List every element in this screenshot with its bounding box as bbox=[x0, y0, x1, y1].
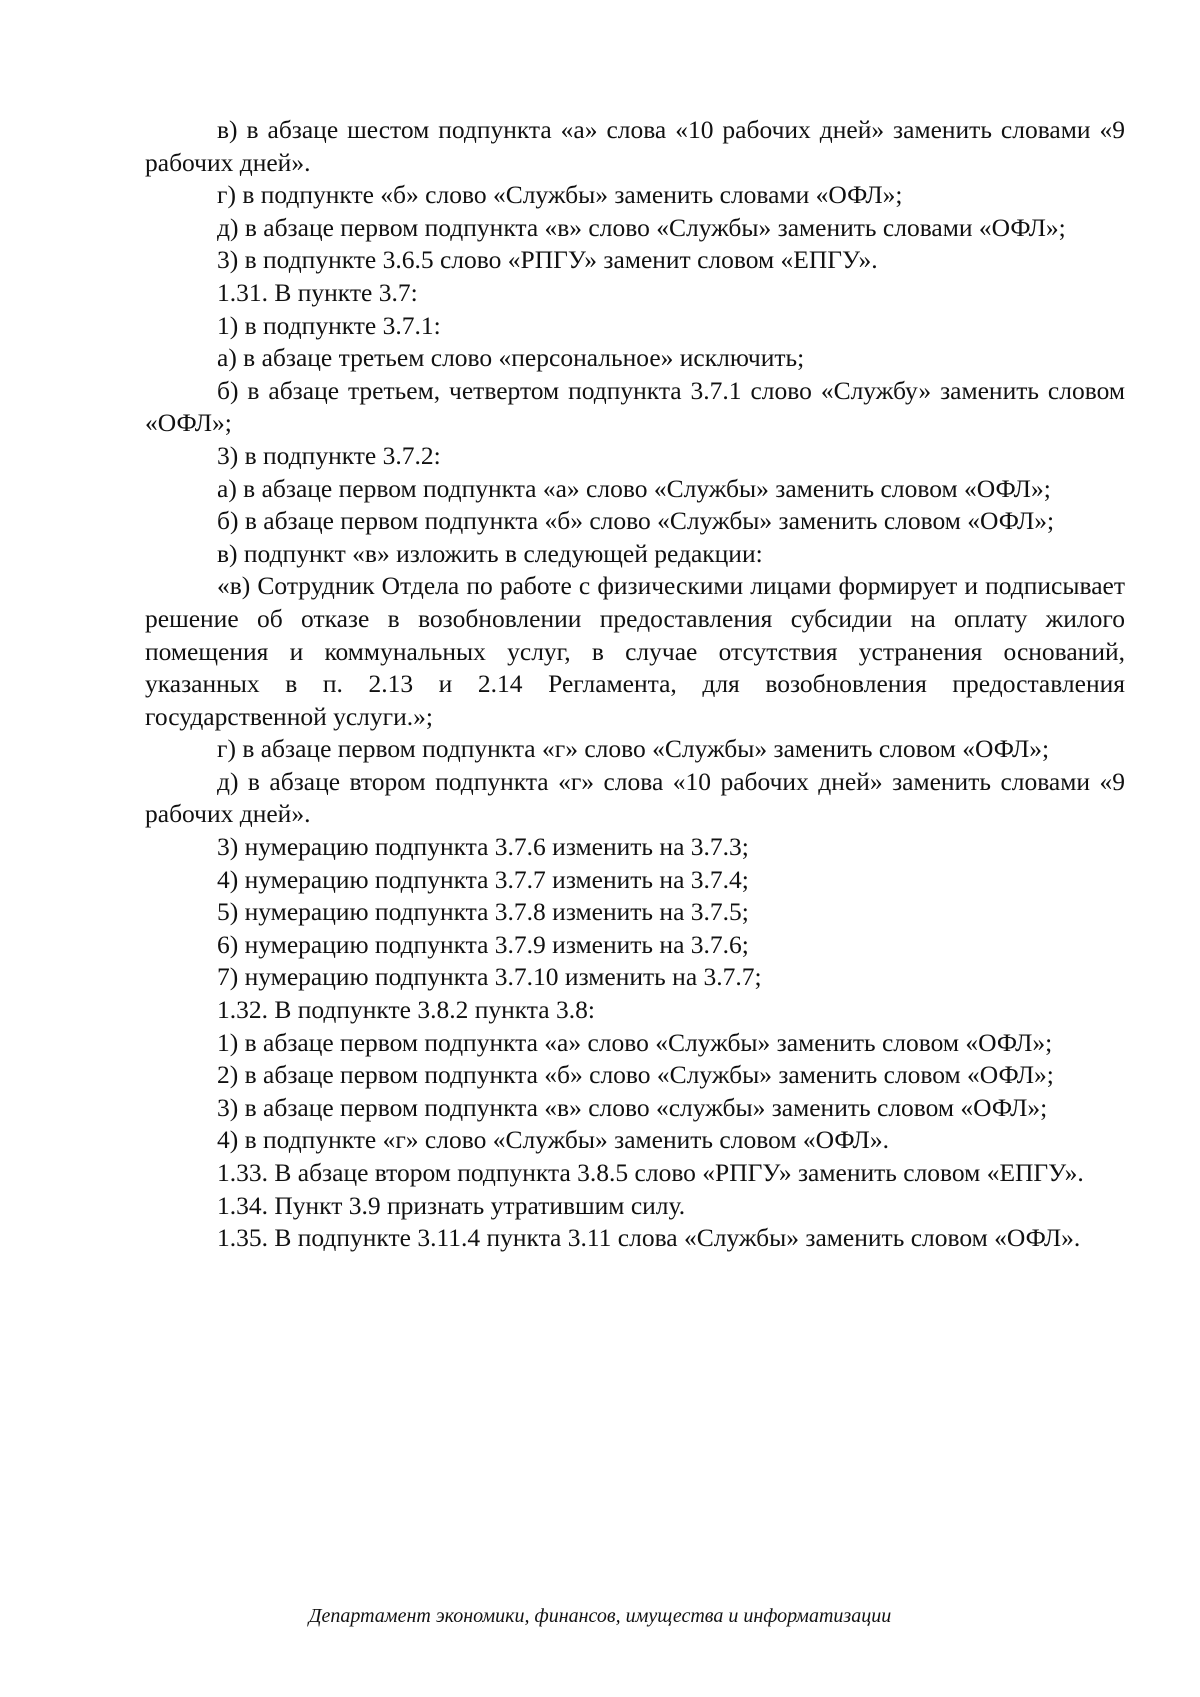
paragraph: 4) нумерацию подпункта 3.7.7 изменить на 3.7.4; bbox=[217, 864, 749, 894]
paragraph: 4) в подпункте «г» слово «Службы» заменить словом «ОФЛ». bbox=[217, 1125, 889, 1155]
document-body bbox=[145, 114, 1125, 1255]
paragraph: 1) в подпункте 3.7.1: bbox=[217, 310, 441, 340]
paragraph: 3) в абзаце первом подпункта «в» слово «службы» заменить словом «ОФЛ»; bbox=[217, 1092, 1048, 1122]
paragraph: 3) в подпункте 3.6.5 слово «РПГУ» заменит словом «ЕПГУ». bbox=[217, 245, 878, 275]
paragraph: в) подпункт «в» изложить в следующей редакции: bbox=[217, 538, 763, 568]
paragraph: 2) в абзаце первом подпункта «б» слово «Службы» заменить словом «ОФЛ»; bbox=[217, 1060, 1054, 1090]
paragraph: б) в абзаце третьем, четвертом подпункта 3.7.1 слово «Службу» заменить словом «ОФЛ»; bbox=[145, 375, 1125, 438]
paragraph: д) в абзаце втором подпункта «г» слова «10 рабочих дней» заменить словами «9 рабочих дней». bbox=[145, 766, 1125, 829]
paragraph: 7) нумерацию подпункта 3.7.10 изменить на 3.7.7; bbox=[217, 962, 762, 992]
paragraph: г) в подпункте «б» слово «Службы» заменить словами «ОФЛ»; bbox=[217, 180, 903, 210]
paragraph: а) в абзаце третьем слово «персональное» исключить; bbox=[217, 343, 805, 373]
paragraph: 3) в подпункте 3.7.2: bbox=[217, 440, 441, 470]
paragraph: 3) нумерацию подпункта 3.7.6 изменить на 3.7.3; bbox=[217, 832, 749, 862]
paragraph: «в) Сотрудник Отдела по работе с физическими лицами формирует и подписывает решение об отказе в возобновлении предоставления субсидии на оплату жилого помещения и коммунальных услуг, в случае отсутствия устранения оснований, указанных в п. 2.13 и 2.14 Регламента, для возобновления предоставления государственной услуги.»; bbox=[145, 571, 1125, 731]
paragraph: 5) нумерацию подпункта 3.7.8 изменить на 3.7.5; bbox=[217, 897, 749, 927]
paragraph: 1.34. Пункт 3.9 признать утратившим силу. bbox=[217, 1190, 686, 1220]
paragraph: в) в абзаце шестом подпункта «а» слова «10 рабочих дней» заменить словами «9 рабочих дней». bbox=[145, 115, 1125, 177]
paragraph: 1.31. В пункте 3.7: bbox=[217, 277, 418, 307]
paragraph: 1.32. В подпункте 3.8.2 пункта 3.8: bbox=[217, 995, 595, 1025]
page-footer: Департамент экономики, финансов, имущества и информатизации bbox=[308, 1605, 892, 1627]
paragraph: а) в абзаце первом подпункта «а» слово «Службы» заменить словом «ОФЛ»; bbox=[217, 473, 1051, 503]
paragraph: 1.35. В подпункте 3.11.4 пункта 3.11 слова «Службы» заменить словом «ОФЛ». bbox=[217, 1223, 1081, 1253]
paragraph: д) в абзаце первом подпункта «в» слово «Службы» заменить словами «ОФЛ»; bbox=[217, 212, 1066, 242]
paragraph: 1.33. В абзаце втором подпункта 3.8.5 слово «РПГУ» заменить словом «ЕПГУ». bbox=[217, 1158, 1084, 1187]
paragraph: 6) нумерацию подпункта 3.7.9 изменить на 3.7.6; bbox=[217, 929, 749, 959]
paragraph: 1) в абзаце первом подпункта «а» слово «Службы» заменить словом «ОФЛ»; bbox=[217, 1027, 1053, 1057]
paragraph: г) в абзаце первом подпункта «г» слово «Службы» заменить словом «ОФЛ»; bbox=[217, 734, 1050, 764]
paragraph: б) в абзаце первом подпункта «б» слово «Службы» заменить словом «ОФЛ»; bbox=[217, 506, 1055, 536]
